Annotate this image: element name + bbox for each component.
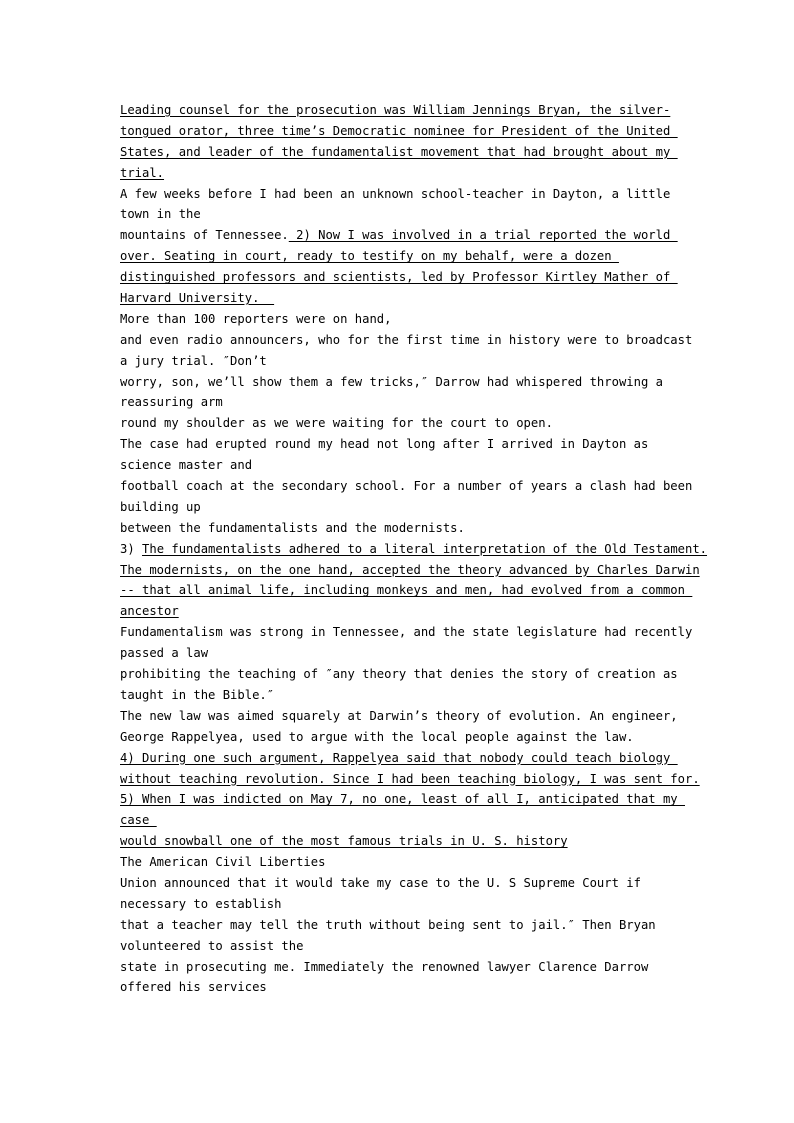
text-line [120,288,690,309]
text-line [120,622,693,643]
text-line [120,476,693,497]
text-line [120,601,690,622]
text-line [120,560,700,581]
text-line [120,810,690,831]
body-text: necessary to establish [120,896,282,911]
text-line [120,789,690,810]
underlined-text: over. Seating in court, ready to testify on my behalf, were a dozen [120,249,619,264]
body-text: George Rappelyea, used to argue with the local people against the law. [120,729,634,744]
text-line [120,351,690,372]
underlined-text: case [120,813,157,828]
body-text: The case had erupted round my head not long after I arrived in Dayton as [120,437,649,452]
text-line [120,455,690,476]
text-line [120,225,690,246]
text-line [120,957,690,978]
body-text: that a teacher may tell the truth without being sent to jail.″ Then Bryan [120,917,656,932]
underlined-text: The fundamentalists adhered to a literal interpretation of the Old Testament. [142,541,708,556]
body-text: prohibiting the teaching of ″any theory that denies the story of creation as [120,667,678,682]
text-line [120,497,690,518]
text-line [120,539,708,560]
text-line [120,769,700,790]
text-line [120,852,690,873]
body-text: More than 100 reporters were on hand, [120,311,392,326]
body-text: Fundamentalism was strong in Tennessee, and the state legislature had recently [120,625,693,640]
body-text: a jury trial. ″Don’t [120,353,267,368]
text-line [120,434,690,455]
body-text: Union announced that it would take my case to the U. S Supreme Court if [120,875,641,890]
body-text: The new law was aimed squarely at Darwin’s theory of evolution. An engineer, [120,708,678,723]
underlined-text: 4) During one such argument, Rappelyea said that nobody could teach biology [120,750,678,765]
body-text: mountains of Tennessee. [120,228,289,243]
body-text: town in the [120,207,201,222]
underlined-text: States, and leader of the fundamentalist movement that had brought about my [120,144,678,159]
text-line [120,204,690,225]
underlined-text: -- that all animal life, including monkeys and men, had evolved from a common [120,583,693,598]
text-line [120,977,690,998]
text-line [120,100,690,121]
body-text: football coach at the secondary school. For a number of years a clash had been [120,479,693,494]
body-text: 3) [120,541,143,556]
text-line [120,309,690,330]
text-line [120,831,690,852]
body-text: reassuring arm [120,395,223,410]
body-text: volunteered to assist the [120,938,304,953]
text-line [120,915,690,936]
body-text: taught in the Bible.″ [120,687,275,702]
text-line [120,246,690,267]
text-line [120,685,690,706]
text-line [120,706,690,727]
body-text: science master and [120,458,253,473]
body-text: passed a law [120,646,209,661]
text-line [120,267,690,288]
underlined-text: without teaching revolution. Since I had been teaching biology, I was sent for. [120,771,700,786]
body-text: offered his services [120,980,267,995]
body-text: round my shoulder as we were waiting for the court to open. [120,416,553,431]
body-text: state in prosecuting me. Immediately the renowned lawyer Clarence Darrow [120,959,649,974]
underlined-text: The modernists, on the one hand, accepted the theory advanced by Charles Darwin [120,562,700,577]
text-line [120,748,690,769]
text-line [120,163,690,184]
body-text: and even radio announcers, who for the first time in history were to broadcast [120,332,693,347]
text-line [120,727,690,748]
text-line [120,413,690,434]
text-line [120,392,690,413]
body-text: The American Civil Liberties [120,855,326,870]
body-text: A few weeks before I had been an unknown school-teacher in Dayton, a little [120,186,671,201]
underlined-text: Leading counsel for the prosecution was William Jennings Bryan, the silver- [120,103,671,117]
text-line [120,121,690,142]
underlined-text: distinguished professors and scientists, led by Professor Kirtley Mather of [120,270,678,285]
underlined-text: tongued orator, three time’s Democratic nominee for President of the United [120,123,678,138]
underlined-text: 5) When I was indicted on May 7, no one, least of all I, anticipated that my [120,792,685,807]
text-line [120,643,690,664]
text-line [120,580,693,601]
text-line [120,330,693,351]
body-text: worry, son, we’ll show them a few tricks,″ Darrow had whispered throwing a [120,374,663,389]
body-text: between the fundamentalists and the modernists. [120,520,465,535]
body-text: building up [120,499,201,514]
underlined-text: trial. [120,165,165,180]
text-line [120,142,690,163]
underlined-text: would snowball one of the most famous trials in U. S. history [120,834,568,849]
underlined-text: 2) Now I was involved in a trial reported the world [288,228,678,243]
text-line [120,372,690,393]
text-line [120,873,690,894]
underlined-text: ancestor [120,604,179,619]
document-body [120,100,708,998]
text-line [120,936,690,957]
underlined-text: Harvard University. [120,291,275,306]
text-line [120,664,690,685]
text-line [120,518,690,539]
text-line [120,184,690,205]
text-line [120,894,690,915]
